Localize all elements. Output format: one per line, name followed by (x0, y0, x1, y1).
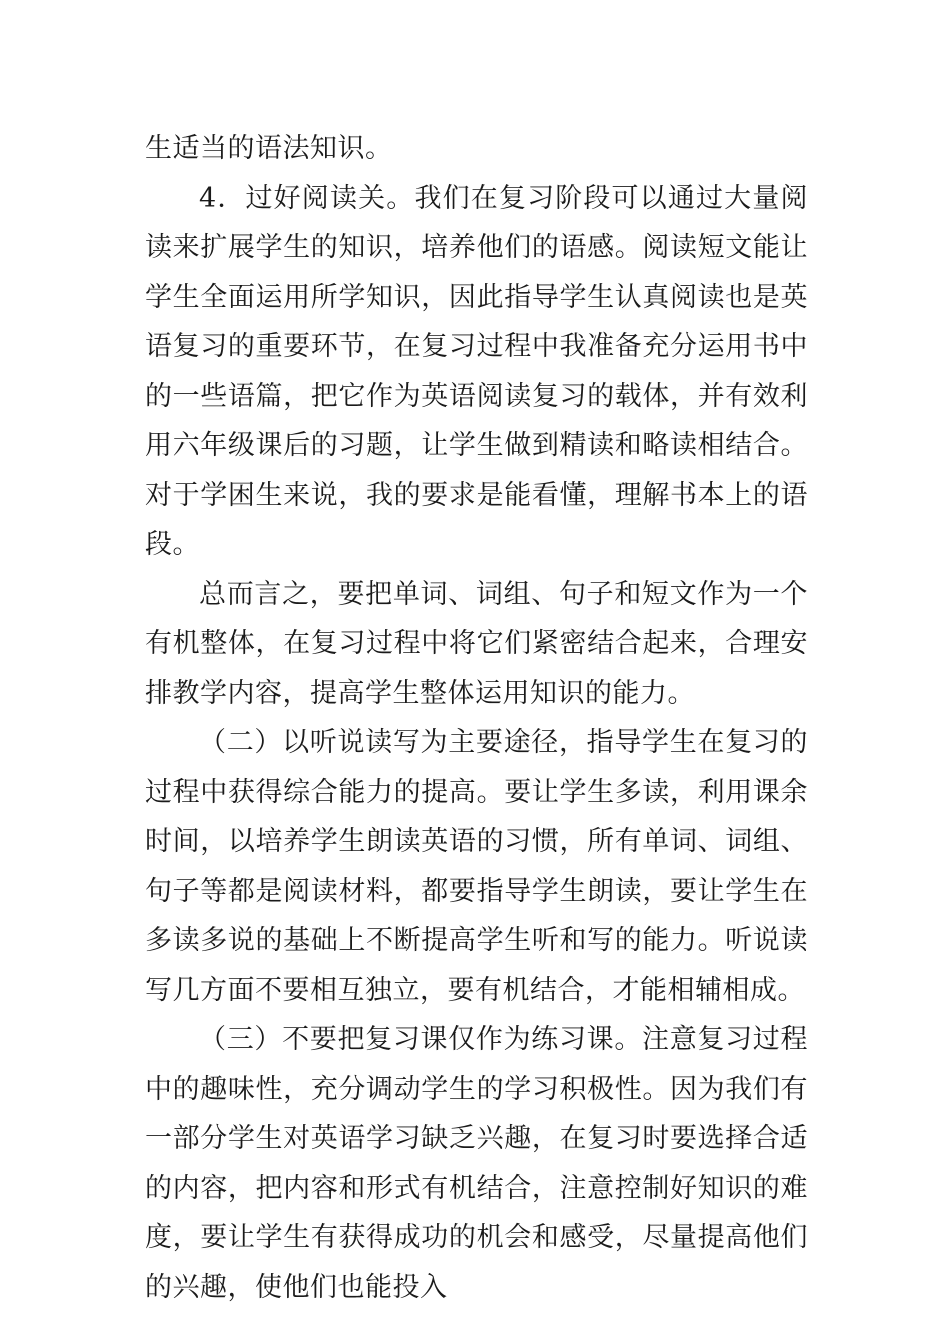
paragraph-continuation: 生适当的语法知识。 (145, 133, 393, 164)
paragraph-reading-pass: 4．过好阅读关。我们在复习阶段可以通过大量阅读来扩展学生的知识，培养他们的语感。阅读短文能让学生全面运用所学知识，因此指导学生认真阅读也是英语复习的重要环节，在复习过程中我准备充分运用书中的一些语篇，把它作为英语阅读复习的载体，并有效利用六年级课后的习题，让学生做到精读和略读相结合。对于学困生来说，我的要求是能看懂，理解书本上的语段。 (145, 182, 808, 560)
paragraph-section-two: （二）以听说读写为主要途径，指导学生在复习的过程中获得综合能力的提高。要让学生多读，利用课余时间，以培养学生朗读英语的习惯，所有单词、词组、句子等都是阅读材料，都要指导学生朗读，要让学生在多读多说的基础上不断提高学生听和写的能力。听说读写几方面不要相互独立，要有机结合，才能相辅相成。 (145, 727, 808, 1006)
paragraph-section-three: （三）不要把复习课仅作为练习课。注意复习过程中的趣味性，充分调动学生的学习积极性。因为我们有一部分学生对英语学习缺乏兴趣，在复习时要选择合适的内容，把内容和形式有机结合，注意控制好知识的难度，要让学生有获得成功的机会和感受，尽量提高他们的兴趣，使他们也能投入 (145, 1024, 808, 1303)
paragraph-summary: 总而言之，要把单词、词组、句子和短文作为一个有机整体，在复习过程中将它们紧密结合起来，合理安排教学内容，提高学生整体运用知识的能力。 (145, 578, 808, 709)
document-body (145, 124, 808, 1312)
